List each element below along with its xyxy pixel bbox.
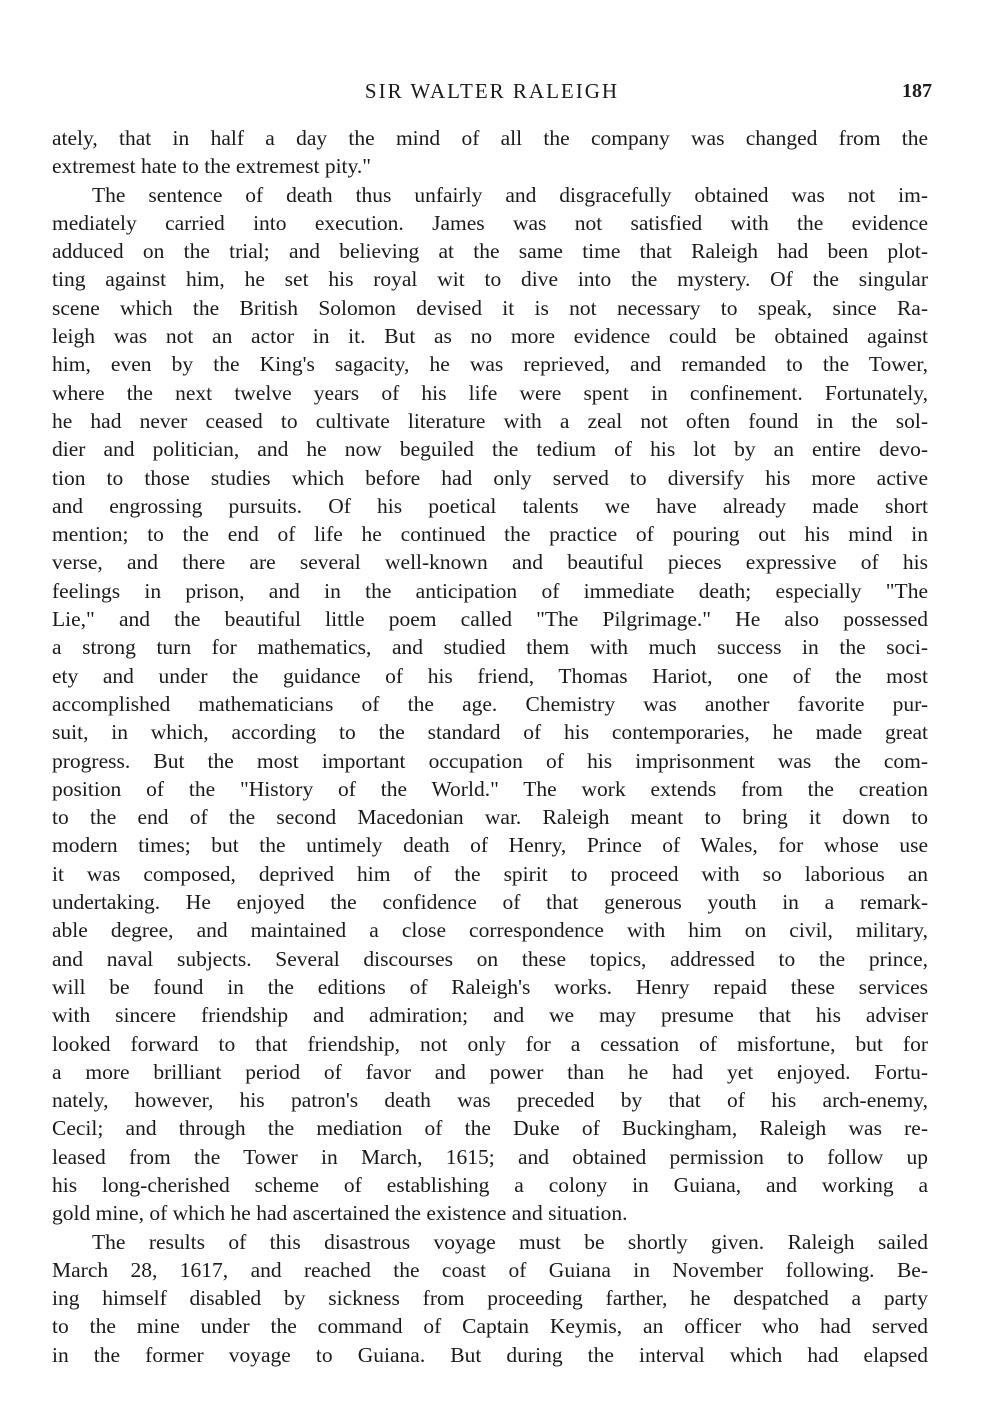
- text-line: ting against him, he set his royal wit to dive into the mystery. Of the singular: [52, 267, 928, 292]
- text-line: tion to those studies which before had only served to diversify his more active: [52, 465, 928, 490]
- text-line: Cecil; and through the mediation of the Duke of Buckingham, Raleigh was re-: [52, 1116, 928, 1141]
- text-line: will be found in the editions of Raleigh's works. Henry repaid these services: [52, 974, 928, 999]
- running-header: [52, 76, 932, 106]
- text-line: mention; to the end of life he continued the practice of pouring out his mind in: [52, 522, 928, 547]
- text-line: him, even by the King's sagacity, he was reprieved, and remanded to the Tower,: [52, 352, 928, 377]
- text-line: a more brilliant period of favor and power than he had yet enjoyed. Fortu-: [52, 1059, 928, 1084]
- text-line: leased from the Tower in March, 1615; and obtained permission to follow up: [52, 1144, 928, 1169]
- text-line: gold mine, of which he had ascertained the existence and situation.: [52, 1201, 628, 1226]
- text-line: looked forward to that friendship, not only for a cessation of misfortune, but for: [52, 1031, 928, 1056]
- text-line: with sincere friendship and admiration; and we may presume that his adviser: [52, 1003, 928, 1028]
- text-line: his long-cherished scheme of establishing a colony in Guiana, and working a: [52, 1172, 928, 1197]
- text-line: suit, in which, according to the standard of his contemporaries, he made great: [52, 720, 928, 745]
- text-line: Lie," and the beautiful little poem called "The Pilgrimage." He also possessed: [52, 607, 928, 632]
- text-line: accomplished mathematicians of the age. Chemistry was another favorite pur-: [52, 691, 928, 716]
- text-line: progress. But the most important occupation of his imprisonment was the com-: [52, 748, 928, 773]
- text-line: in the former voyage to Guiana. But during the interval which had elapsed: [52, 1342, 928, 1367]
- text-line: able degree, and maintained a close correspondence with him on civil, military,: [52, 918, 928, 943]
- text-line: feelings in prison, and in the anticipation of immediate death; especially "The: [52, 578, 928, 603]
- page-number: 187: [902, 80, 932, 102]
- text-line: modern times; but the untimely death of Henry, Prince of Wales, for whose use: [52, 833, 928, 858]
- text-line: to the end of the second Macedonian war. Raleigh meant to bring it down to: [52, 805, 928, 830]
- text-line: leigh was not an actor in it. But as no more evidence could be obtained against: [52, 324, 928, 349]
- text-line: and engrossing pursuits. Of his poetical talents we have already made short: [52, 493, 928, 518]
- body-text: [52, 124, 928, 1369]
- text-line: adduced on the trial; and believing at the same time that Raleigh had been plot-: [52, 239, 928, 264]
- text-line: it was composed, deprived him of the spirit to proceed with so laborious an: [52, 861, 928, 886]
- text-line: The results of this disastrous voyage must be shortly given. Raleigh sailed: [92, 1229, 928, 1254]
- text-line: extremest hate to the extremest pity.": [52, 154, 372, 179]
- text-line: ety and under the guidance of his friend, Thomas Hariot, one of the most: [52, 663, 928, 688]
- text-line: where the next twelve years of his life were spent in confinement. Fortunately,: [52, 380, 928, 405]
- text-line: ately, that in half a day the mind of all the company was changed from the: [52, 126, 928, 150]
- text-line: verse, and there are several well-known and beautiful pieces expressive of his: [52, 550, 928, 575]
- text-line: undertaking. He enjoyed the confidence of that generous youth in a remark-: [52, 890, 928, 915]
- text-line: scene which the British Solomon devised it is not necessary to speak, since Ra-: [52, 295, 928, 320]
- running-title: SIR WALTER RALEIGH: [364, 79, 620, 103]
- text-line: and naval subjects. Several discourses on these topics, addressed to the prince,: [52, 946, 928, 971]
- text-line: nately, however, his patron's death was preceded by that of his arch-enemy,: [52, 1088, 928, 1113]
- text-line: a strong turn for mathematics, and studied them with much success in the soci-: [52, 635, 928, 660]
- text-line: he had never ceased to cultivate literature with a zeal not often found in the sol-: [52, 408, 928, 433]
- text-line: ing himself disabled by sickness from proceeding farther, he despatched a party: [52, 1286, 928, 1311]
- text-line: to the mine under the command of Captain Keymis, an officer who had served: [52, 1314, 928, 1339]
- text-line: dier and politician, and he now beguiled the tedium of his lot by an entire devo-: [52, 437, 928, 462]
- text-line: March 28, 1617, and reached the coast of Guiana in November following. Be-: [52, 1257, 928, 1282]
- text-line: position of the "History of the World." The work extends from the creation: [52, 776, 928, 801]
- text-line: The sentence of death thus unfairly and disgracefully obtained was not im-: [92, 182, 928, 207]
- text-line: mediately carried into execution. James was not satisfied with the evidence: [52, 210, 928, 235]
